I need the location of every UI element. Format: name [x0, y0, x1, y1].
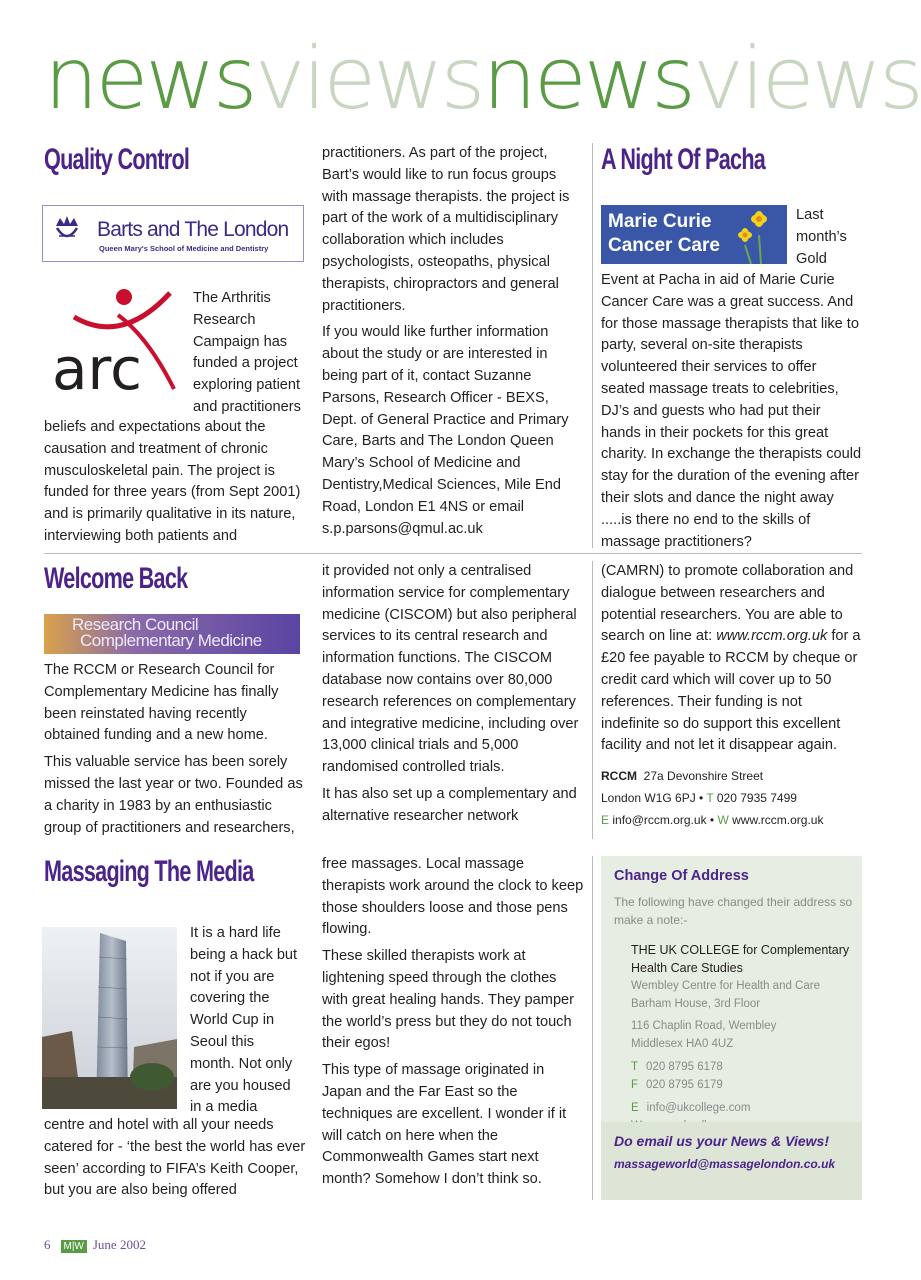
- pacha-body: [601, 270, 863, 558]
- change-of-address-box: [601, 856, 862, 1200]
- rccm-contact-web[interactable]: www.rccm.org.uk: [732, 813, 824, 828]
- college-email-row: [631, 1099, 750, 1117]
- quality-heading-wrap: [44, 143, 246, 177]
- barts-logo: [42, 205, 304, 262]
- rccm-contact: [601, 765, 863, 831]
- quality-wrap-line: The Arthritis: [193, 290, 271, 306]
- pacha-wrap-line: Last: [796, 207, 824, 223]
- section-divider: [44, 553, 862, 554]
- welcome-col1: [44, 660, 306, 844]
- column-divider: [592, 856, 593, 1200]
- college-fax-row: [631, 1076, 723, 1094]
- marie-curie-logo: [601, 205, 787, 264]
- marie-curie-logo-line2: Cancer Care: [608, 235, 720, 256]
- welcome-col2-p1: it provided not only a centralised information service for complementary medicine (CISCOM) but also peripheral services to its central research and information functions. The CISCOM database now contains over 80,000 research references on complementary and integrative medicine, including over 13,000 clinical trials and 5,000 randomised controlled trials.: [322, 563, 579, 776]
- college-address-line1: Wembley Centre for Health and Care: [631, 980, 820, 992]
- pacha-heading: A Night Of Pacha: [601, 143, 766, 176]
- quality-wrap-line: Research: [193, 311, 256, 328]
- welcome-col2: [322, 561, 584, 833]
- media-wrap-text: [190, 923, 310, 1119]
- pacha-heading-wrap: [601, 143, 829, 177]
- media-wrap-line: covering the: [190, 990, 270, 1007]
- column-divider: [592, 143, 593, 548]
- page-footer: [44, 1237, 146, 1253]
- masthead: [44, 29, 921, 129]
- seoul-skyscraper-photo: [42, 927, 177, 1109]
- college-address-line2: Barham House, 3rd Floor: [631, 998, 761, 1010]
- change-of-address-title: Change Of Address: [614, 868, 749, 884]
- arc-logo-dot: [116, 289, 132, 305]
- college-email-label: E: [631, 1102, 639, 1114]
- quality-wrap-text: [193, 288, 313, 419]
- page-number: 6: [44, 1237, 51, 1252]
- welcome-col3-text-b: for a £20 fee payable to RCCM by cheque or credit card which will cover up to 50 references. Their funding is not indefinite so do support this excellent facility and not let it disappear again.: [601, 628, 861, 754]
- media-col2-p1: free massages. Local massage therapists work around the clock to keep those shoulders loose and those pens flowing.: [322, 856, 584, 938]
- news-views-cta-email[interactable]: massageworld@massagelondon.co.uk: [614, 1157, 836, 1171]
- marie-curie-logo-line1: Marie Curie: [608, 211, 712, 232]
- rccm-contact-street: 27a Devonshire Street: [643, 769, 764, 784]
- quality-heading: Quality Control: [44, 143, 190, 176]
- rccm-phone-label: T: [706, 791, 714, 806]
- media-wrap-line: Seoul this: [190, 1033, 255, 1050]
- rccm-logo-line1: Research Council: [72, 615, 199, 634]
- pacha-body-text: Event at Pacha in aid of Marie Curie Cancer Care was a great success. And for those massage therapists that like to party, several on-site therapists volunteered their services to offer seated massage treats to celebrities, DJ’s and guests who had put their hands in their pockets for this great charity. In exchange the therapists could stay for the duration of the evening after their slots and dance the night away .....is there no end to the skills of massage practitioners?: [601, 272, 862, 550]
- arc-logo-text: arc: [52, 335, 143, 403]
- welcome-col3-p1: [601, 561, 863, 757]
- masthead-views-2: views: [692, 29, 921, 129]
- rccm-logo: [44, 614, 300, 654]
- quality-col2: [322, 143, 584, 545]
- college-email[interactable]: info@ukcollege.com: [646, 1102, 751, 1114]
- welcome-p1: The RCCM or Research Council for Complementary Medicine has finally been reinstated having recently obtained funding and a new home.: [44, 662, 279, 744]
- rccm-web-label: W: [717, 813, 729, 828]
- rccm-logo-line2: Complementary Medicine: [80, 631, 262, 650]
- media-col2-p2: These skilled therapists work at lightening speed through the clothes with great healing hands. They pamper the world’s press but they do not touch their egos!: [322, 948, 575, 1052]
- change-of-address-intro: The following have changed their address so make a note:-: [614, 895, 853, 927]
- media-heading-wrap: [44, 855, 335, 889]
- daffodil-icon: [731, 205, 787, 264]
- mw-badge: M|W: [61, 1240, 87, 1253]
- masthead-news-1: news: [44, 29, 255, 129]
- media-body: [44, 1115, 306, 1207]
- rccm-contact-name: RCCM: [601, 769, 637, 784]
- news-views-cta: [601, 1122, 862, 1200]
- media-wrap-line: World Cup in: [190, 1012, 275, 1029]
- media-wrap-line: It is a hard life: [190, 925, 281, 941]
- college-name: THE UK COLLEGE for Complementary Health Care Studies: [631, 943, 850, 975]
- college-phone-label: T: [631, 1061, 639, 1073]
- column-divider: [592, 561, 593, 839]
- college-address-line3: 116 Chaplin Road, Wembley: [631, 1020, 777, 1032]
- news-views-cta-text: Do email us your News & Views!: [614, 1133, 829, 1149]
- quality-body: [44, 417, 306, 553]
- welcome-p2: This valuable service has been sorely missed the last year or two. Founded as a charity in 1983 by an enthusiastic group of practitioners and researchers,: [44, 754, 303, 836]
- rccm-contact-phone: 020 7935 7499: [716, 791, 797, 806]
- media-body-text: centre and hotel with all your needs catered for - ‘the best the world has ever seen’ according to FIFA’s Keith Cooper, but you are also being offered: [44, 1117, 306, 1199]
- quality-body-text: beliefs and expectations about the causation and treatment of chronic musculoskeletal pain. The project is funded for three years (from Sept 2001) and is primarily qualitative in its nature, interviewing both patients and: [44, 419, 301, 544]
- welcome-heading-wrap: [44, 562, 243, 596]
- college-fax: 020 8795 6179: [646, 1079, 723, 1091]
- barts-logo-subtitle: Queen Mary's School of Medicine and Dentistry: [99, 244, 269, 253]
- pacha-wrap-text: [796, 205, 866, 270]
- masthead-views-1: views: [254, 29, 483, 129]
- welcome-col3-text-a: (CAMRN) to promote collaboration and dialogue between researchers and potential researchers. You are able to search on line at:: [601, 563, 854, 645]
- media-wrap-line: month. Not only: [190, 1055, 293, 1072]
- media-heading: Massaging The Media: [44, 855, 254, 888]
- media-wrap-line: being a hack but: [190, 946, 298, 963]
- barts-logo-name: Barts and The London: [97, 218, 289, 241]
- crown-icon: [53, 214, 81, 244]
- quality-wrap-line: funded a project: [193, 355, 298, 372]
- media-wrap-line: in a media: [190, 1099, 258, 1116]
- arc-logo: [52, 285, 187, 403]
- rccm-contact-email[interactable]: info@rccm.org.uk •: [612, 813, 715, 828]
- rccm-url-link[interactable]: www.rccm.org.uk: [716, 628, 828, 645]
- media-col2: [322, 854, 584, 1196]
- quality-wrap-line: Campaign has: [193, 333, 288, 350]
- media-wrap-line: not if you are: [190, 968, 275, 985]
- rccm-contact-city: London W1G 6PJ •: [601, 791, 704, 806]
- welcome-col2-p2: It has also set up a complementary and alternative researcher network: [322, 785, 577, 824]
- welcome-heading: Welcome Back: [44, 562, 188, 595]
- quality-col2-p2: If you would like further information about the study or are interested in being part of it, contact Suzanne Parsons, Research Officer - BEXS, Dept. of General Practice and Primary Care, Barts and The London Queen Mary’s School of Medicine and Dentistry,Medical Sciences, Mile End Road, London E1 4NS or email s.p.parsons@qmul.ac.uk: [322, 324, 569, 537]
- welcome-col3: [601, 561, 863, 831]
- media-wrap-line: are you housed: [190, 1077, 291, 1094]
- college-address-line4: Middlesex HA0 4UZ: [631, 1038, 734, 1050]
- pacha-wrap-line: month’s: [796, 228, 847, 245]
- quality-col2-p1: practitioners. As part of the project, Bart’s would like to run focus groups with massage therapists. the project is part of the work of a multidisciplinary collaboration which includes psychologists, osteopaths, physical therapists, chiropractors and general practitioners.: [322, 145, 570, 314]
- rccm-email-label: E: [601, 813, 610, 828]
- college-phone: 020 8795 6178: [646, 1061, 723, 1073]
- pacha-wrap-line: Gold: [796, 250, 827, 267]
- college-phone-row: [631, 1058, 723, 1076]
- masthead-news-2: news: [482, 29, 693, 129]
- quality-wrap-line: exploring patient: [193, 377, 301, 394]
- quality-wrap-line: and practitioners: [193, 398, 301, 415]
- issue-date: June 2002: [92, 1237, 146, 1252]
- media-col2-p3: This type of massage originated in Japan and the Far East so the techniques are excellent. I wonder if it will catch on here when the Commonwealth Games start next month? Somehow I don’t think so.: [322, 1062, 567, 1188]
- college-fax-label: F: [631, 1079, 639, 1091]
